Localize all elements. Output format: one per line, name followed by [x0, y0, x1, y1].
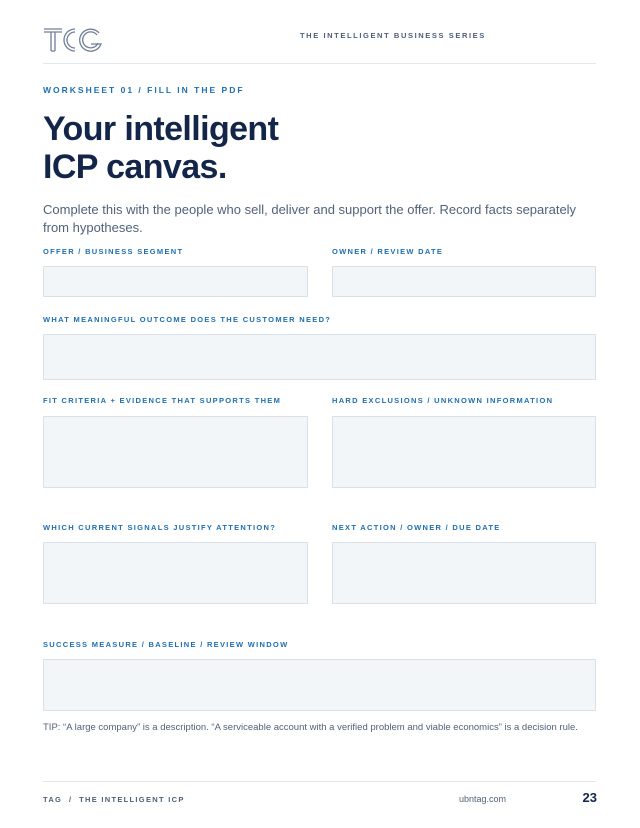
success-label: SUCCESS MEASURE / BASELINE / REVIEW WINDOW: [43, 640, 289, 649]
title-line-1: Your intelligent: [43, 110, 279, 148]
series-title: THE INTELLIGENT BUSINESS SERIES: [300, 31, 486, 40]
offer-label: OFFER / BUSINESS SEGMENT: [43, 247, 184, 256]
worksheet-kicker: WORKSHEET 01 / FILL IN THE PDF: [43, 85, 245, 95]
owner-label: OWNER / REVIEW DATE: [332, 247, 444, 256]
offer-field[interactable]: [43, 266, 308, 297]
success-field[interactable]: [43, 659, 596, 711]
fit-field[interactable]: [43, 416, 308, 488]
footer-link[interactable]: ubntag.com: [459, 794, 507, 804]
outcome-label: WHAT MEANINGFUL OUTCOME DOES THE CUSTOMER NEED?: [43, 315, 332, 324]
exclusions-field[interactable]: [332, 416, 596, 488]
signals-field[interactable]: [43, 542, 308, 604]
footer-divider: [43, 781, 596, 782]
next-action-label: NEXT ACTION / OWNER / DUE DATE: [332, 523, 501, 532]
next-action-field[interactable]: [332, 542, 596, 604]
fit-label: FIT CRITERIA + EVIDENCE THAT SUPPORTS THEM: [43, 396, 282, 405]
page-number: 23: [582, 790, 597, 805]
exclusions-label: HARD EXCLUSIONS / UNKNOWN INFORMATION: [332, 396, 554, 405]
header-divider: [43, 63, 596, 64]
page-title: [43, 110, 443, 186]
title-line-2: ICP canvas.: [43, 148, 227, 186]
signals-label: WHICH CURRENT SIGNALS JUSTIFY ATTENTION?: [43, 523, 277, 532]
footer-title: TAG / THE INTELLIGENT ICP: [43, 795, 185, 804]
owner-field[interactable]: [332, 266, 596, 297]
outcome-field[interactable]: [43, 334, 596, 380]
tag-logo: [43, 27, 103, 53]
tip-text: TIP: “A large company” is a description. “A serviceable account with a verified problem and viable economics” is a decision rule.: [43, 722, 578, 733]
intro-text: Complete this with the people who sell, deliver and support the offer. Record facts separately from hypotheses.: [43, 202, 577, 235]
